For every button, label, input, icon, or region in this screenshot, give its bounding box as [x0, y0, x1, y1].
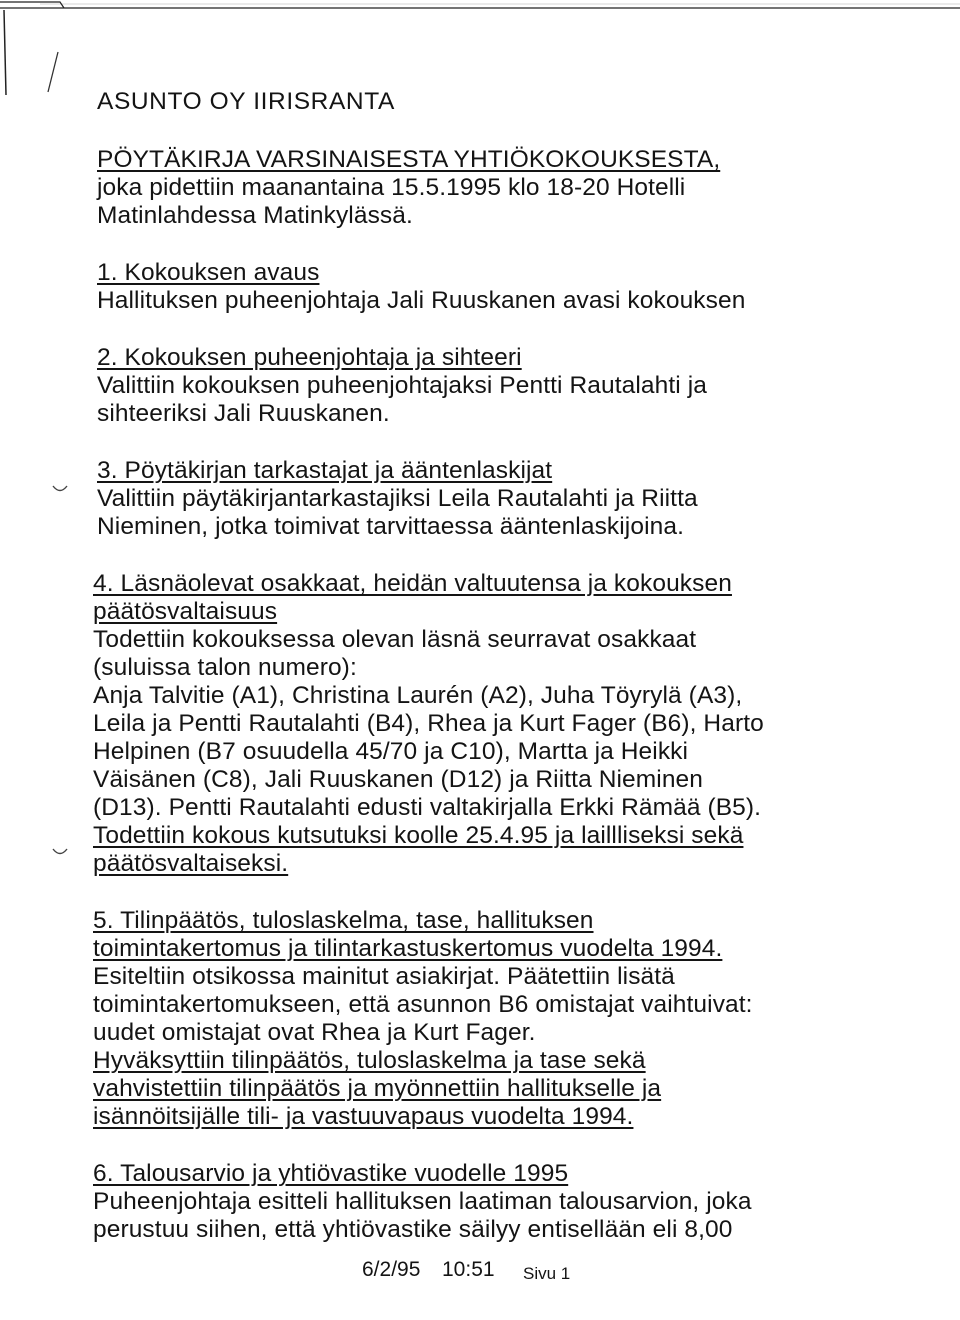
- section-heading-4: 4. Läsnäolevat osakkaat, heidän valtuutensa ja kokouksen: [93, 570, 732, 597]
- section-body-line: Esiteltiin otsikossa mainitut asiakirjat. Päätettiin lisätä: [93, 963, 675, 990]
- section-decision-line: Hyväksyttiin tilinpäätös, tuloslaskelma ja tase sekä: [93, 1047, 646, 1074]
- section-decision-line: vahvistettiin tilinpäätös ja myönnettiin hallitukselle ja: [93, 1075, 662, 1102]
- section-heading-4-cont: päätösvaltaisuus: [93, 598, 278, 625]
- section-body-line: Todettiin kokouksessa olevan läsnä seurravat osakkaat: [93, 626, 697, 653]
- footer-time: 10:51: [442, 1258, 495, 1281]
- section-body-line: Hallituksen puheenjohtaja Jali Ruuskanen avasi kokouksen: [97, 287, 746, 314]
- section-body-line: Helpinen (B7 osuudella 45/70 ja C10), Martta ja Heikki: [93, 738, 689, 765]
- margin-tick-mark: [52, 483, 68, 495]
- section-heading-5: 5. Tilinpäätös, tuloslaskelma, tase, hallituksen: [93, 907, 594, 934]
- section-heading-5-cont: toimintakertomus ja tilintarkastuskertomus vuodelta 1994.: [93, 935, 723, 962]
- margin-tick-mark: [52, 846, 68, 858]
- section-heading-3: 3. Pöytäkirjan tarkastajat ja ääntenlaskijat: [97, 457, 553, 484]
- section-body-line: Valittiin kokouksen puheenjohtajaksi Pentti Rautalahti ja: [97, 372, 707, 399]
- section-heading-1: 1. Kokouksen avaus: [97, 259, 320, 286]
- section-body-line: Anja Talvitie (A1), Christina Laurén (A2), Juha Töyrylä (A3),: [93, 682, 743, 709]
- footer-date: 6/2/95: [362, 1258, 421, 1281]
- intro-line: joka pidettiin maanantaina 15.5.1995 klo 18-20 Hotelli: [97, 174, 686, 201]
- section-decision-line: isännöitsijälle tili- ja vastuuvapaus vuodelta 1994.: [93, 1103, 634, 1130]
- section-body-line: (suluissa talon numero):: [93, 654, 357, 681]
- section-decision-line: päätösvaltaiseksi.: [93, 850, 289, 877]
- section-decision-line: Todettiin kokous kutsutuksi koolle 25.4.95 ja laillliseksi sekä: [93, 822, 744, 849]
- footer-page-number: Sivu 1: [523, 1264, 571, 1283]
- section-body-line: Valittiin päytäkirjantarkastajiksi Leila Rautalahti ja Riitta: [97, 485, 698, 512]
- section-body-line: toimintakertomukseen, että asunnon B6 omistajat vaihtuivat:: [93, 991, 753, 1018]
- organization-name: ASUNTO OY IIRISRANTA: [97, 88, 395, 115]
- section-body-line: (D13). Pentti Rautalahti edusti valtakirjalla Erkki Rämää (B5).: [93, 794, 762, 821]
- section-body-line: Väisänen (C8), Jali Ruuskanen (D12) ja Riitta Nieminen: [93, 766, 704, 793]
- section-body-line: Nieminen, jotka toimivat tarvittaessa ääntenlaskijoina.: [97, 513, 684, 540]
- section-body-line: perustuu siihen, että yhtiövastike säilyy entisellään eli 8,00: [93, 1216, 733, 1243]
- document-title: PÖYTÄKIRJA VARSINAISESTA YHTIÖKOKOUKSESTA,: [97, 146, 721, 173]
- intro-line: Matinlahdessa Matinkylässä.: [97, 202, 413, 229]
- section-body-line: Leila ja Pentti Rautalahti (B4), Rhea ja Kurt Fager (B6), Harto: [93, 710, 764, 737]
- section-body-line: uudet omistajat ovat Rhea ja Kurt Fager.: [93, 1019, 536, 1046]
- section-heading-2: 2. Kokouksen puheenjohtaja ja sihteeri: [97, 344, 522, 371]
- section-body-line: Puheenjohtaja esitteli hallituksen laatiman talousarvion, joka: [93, 1188, 752, 1215]
- section-heading-6: 6. Talousarvio ja yhtiövastike vuodelle 1995: [93, 1160, 569, 1187]
- section-body-line: sihteeriksi Jali Ruuskanen.: [97, 400, 390, 427]
